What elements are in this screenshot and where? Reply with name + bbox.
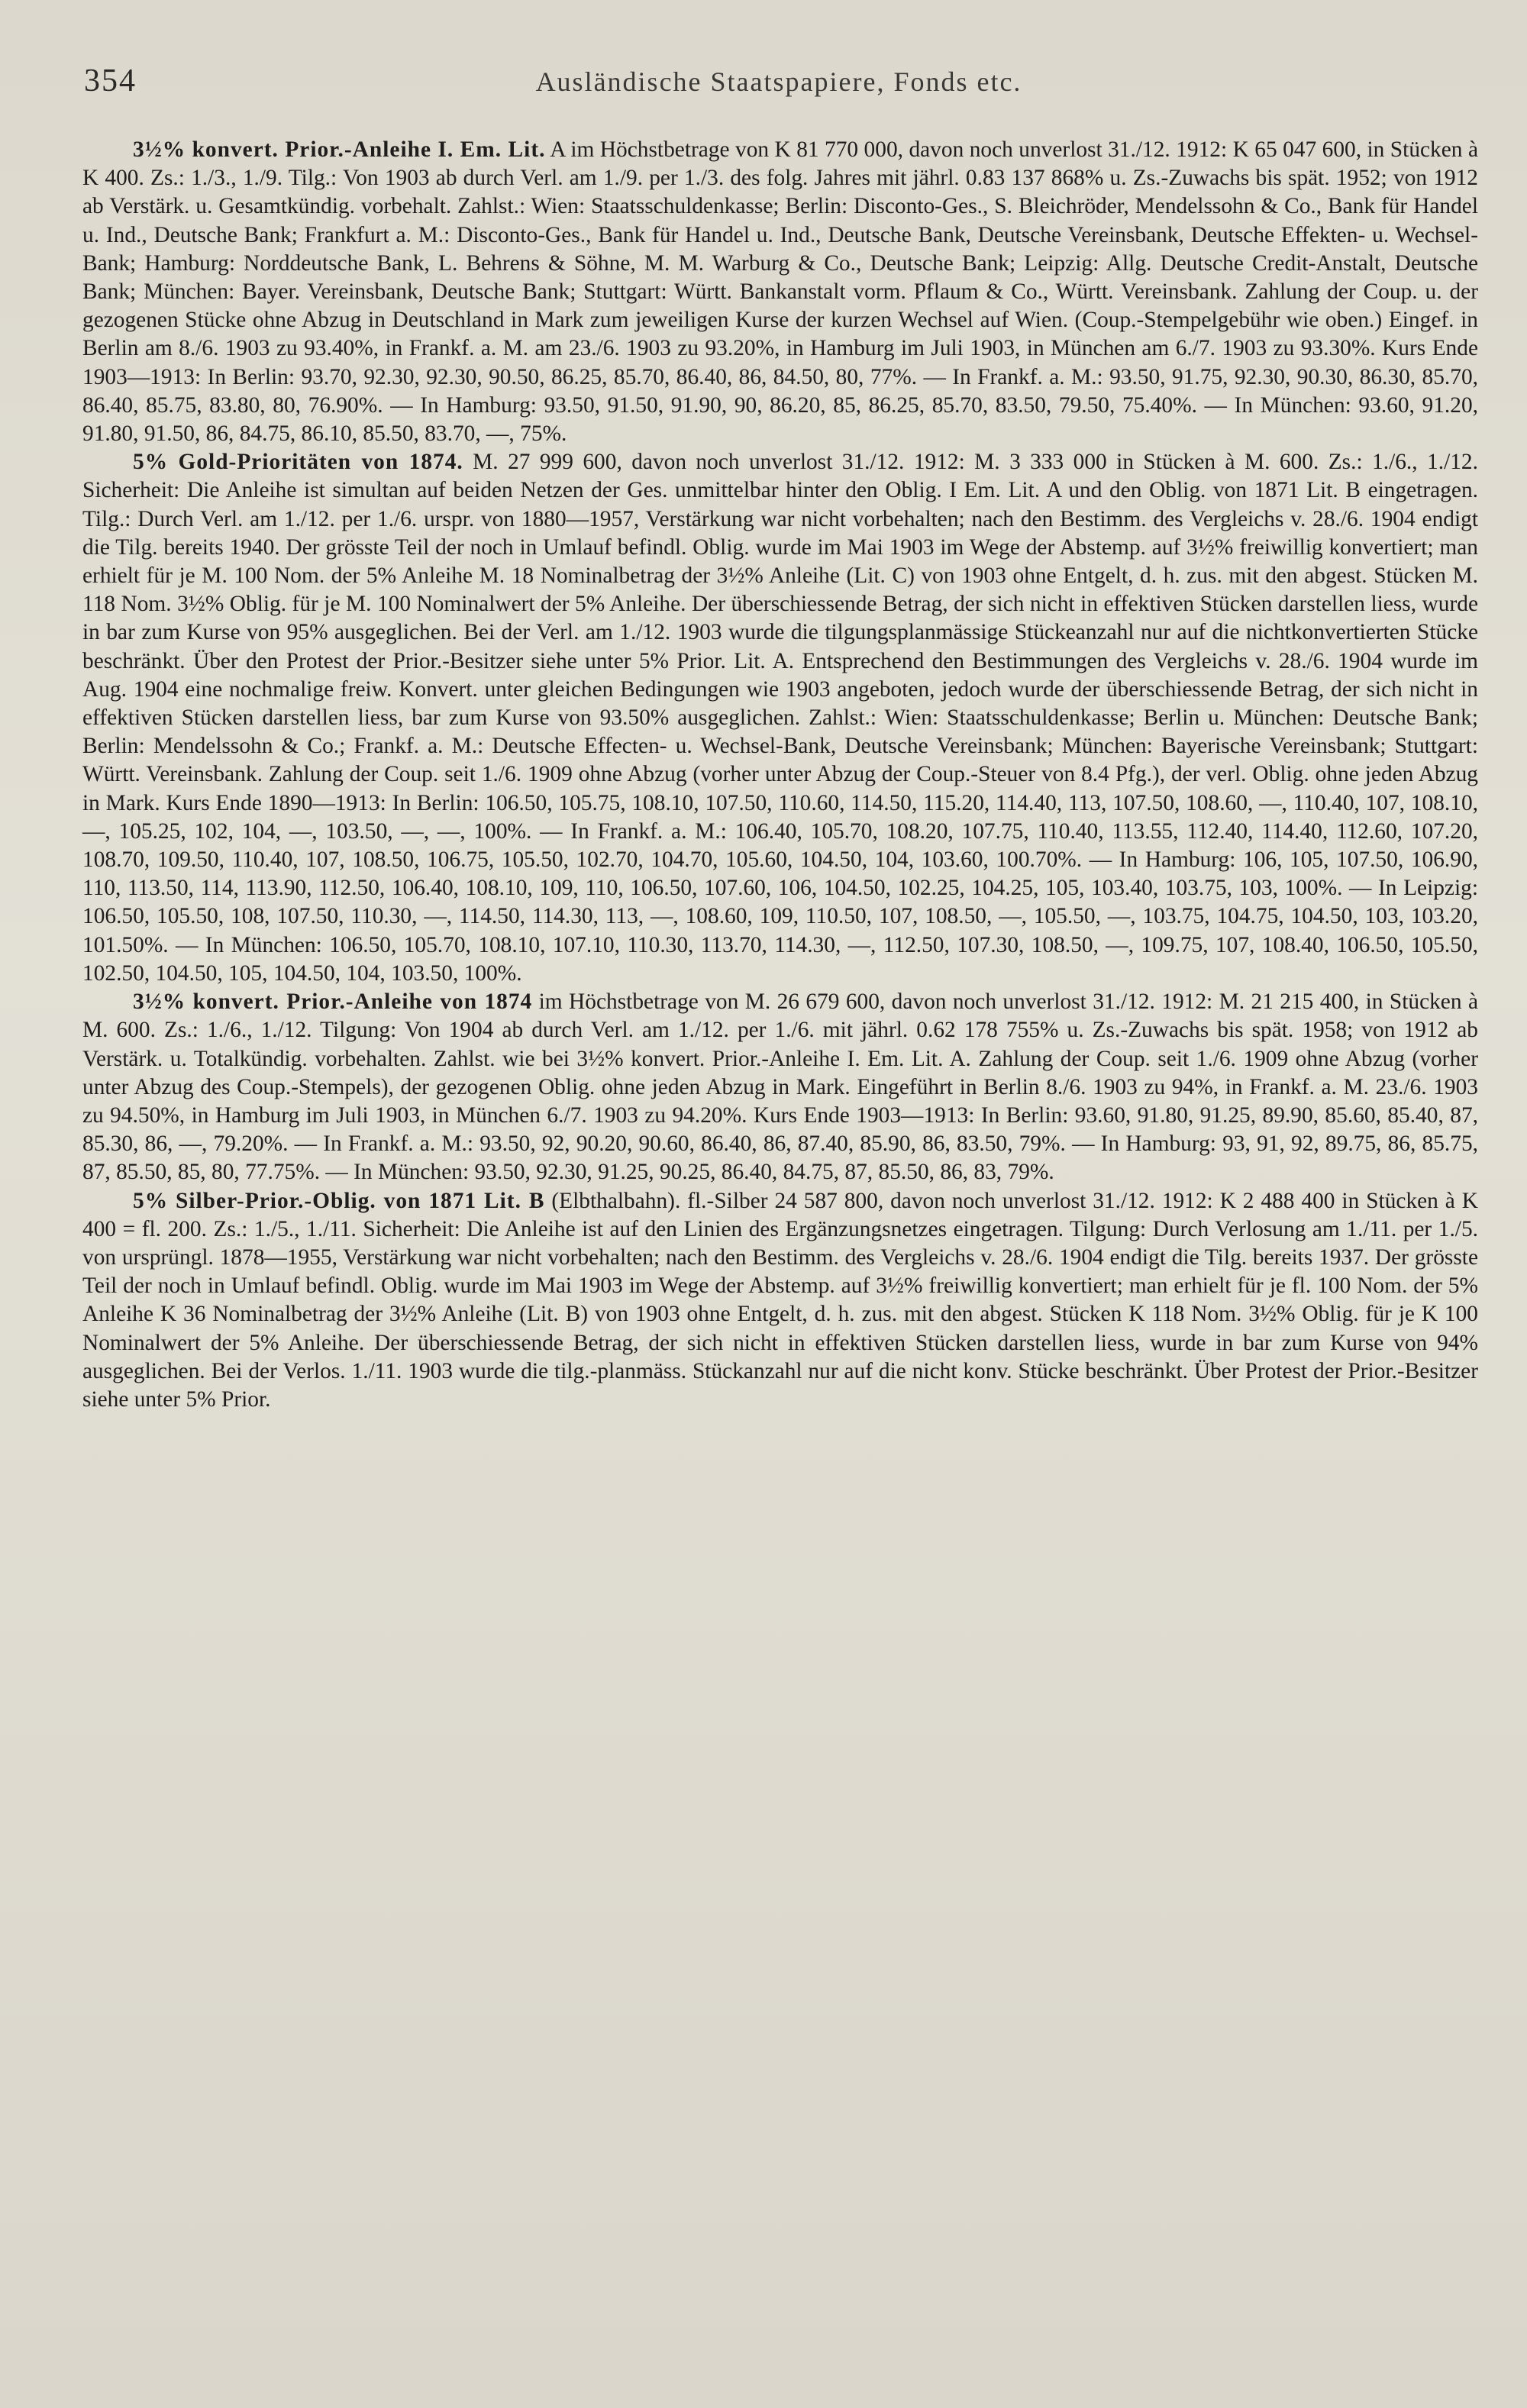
- entry-prior-anleihe-lit-a: [82, 136, 1478, 448]
- entry-heading: 3½% konvert. Prior.-Anleihe I. Em. Lit.: [133, 137, 546, 162]
- entry-heading: 5% Gold-Prioritäten von 1874.: [133, 450, 463, 475]
- running-head: [84, 63, 1474, 101]
- entry-paragraph: [82, 136, 1478, 448]
- entry-text: A im Höchstbetrage von K 81 770 000, davon noch unverlost 31./12. 1912: K 65 047 600, in Stücken à K 400. Zs.: 1./3., 1./9. Tilg.: Von 1903 ab durch Verl. am 1./9. per 1./3. des folg. Jahres mit jährl. 0.83 137 868% u. Zs.-Zuwachs bis spät. 1952; von 1912 ab Verstärk. u. Gesamtkündig. vorbehalt. Zahlst.: Wien: Staatsschuldenkasse; Berlin: Disconto-Ges., S. Bleichröder, Mendelssohn & Co., Bank für Handel u. Ind., Deutsche Bank; Frankfurt a. M.: Disconto-Ges., Bank für Handel u. Ind., Deutsche Bank, Deutsche Vereinsbank, Deutsche Effekten- u. Wechsel-Bank; Hamburg: Norddeutsche Bank, L. Behrens & Söhne, M. M. Warburg & Co., Deutsche Bank; Leipzig: Allg. Deutsche Credit-Anstalt, Deutsche Bank; München: Bayer. Vereinsbank, Deutsche Bank; Stuttgart: Württ. Bankanstalt vorm. Pflaum & Co., Württ. Vereinsbank. Zahlung der Coup. u. der gezogenen Stücke ohne Abzug in Deutschland in Mark zum jeweiligen Kurse der kurzen Wechsel auf Wien. (Coup.-Stempelgebühr wie oben.) Eingef. in Berlin am 8./6. 1903 zu 93.40%, in Frankf. a. M. am 23./6. 1903 zu 93.20%, in Hamburg im Juli 1903, in München am 6./7. 1903 zu 93.30%. Kurs Ende 1903—1913: In Berlin: 93.70, 92.30, 92.30, 90.50, 86.25, 85.70, 86.40, 86, 84.50, 80, 77%. — In Frankf. a. M.: 93.50, 91.75, 92.30, 90.30, 86.30, 85.70, 86.40, 85.75, 83.80, 80, 76.90%. — In Hamburg: 93.50, 91.50, 91.90, 90, 86.20, 85, 86.25, 85.70, 83.50, 79.50, 75.40%. — In München: 93.60, 91.20, 91.80, 91.50, 86, 84.75, 86.10, 85.50, 83.70, —, 75%.: [82, 137, 1478, 447]
- header-title: Ausländische Staatspapiere, Fonds etc.: [535, 66, 1022, 97]
- entry-heading: 5% Silber-Prior.-Oblig. von 1871 Lit. B: [133, 1188, 545, 1213]
- entry-paragraph: [82, 1187, 1478, 1415]
- entry-paragraph: [82, 988, 1478, 1186]
- entry-text: im Höchstbetrage von M. 26 679 600, davon noch unverlost 31./12. 1912: M. 21 215 400, in Stücken à M. 600. Zs.: 1./6., 1./12. Tilgung: Von 1904 ab durch Verl. am 1./12. per 1./6. mit jährl. 0.62 178 755% u. Zs.-Zuwachs bis spät. 1958; von 1912 ab Verstärk. u. Totalkündig. vorbehalten. Zahlst. wie bei 3½% konvert. Prior.-Anleihe I. Em. Lit. A. Zahlung der Coup. seit 1./6. 1909 ohne Abzug (vorher unter Abzug des Coup.-Stempels), der gezogenen Oblig. ohne jeden Abzug in Mark. Eingeführt in Berlin 8./6. 1903 zu 94%, in Frankf. a. M. 23./6. 1903 zu 94.50%, in Hamburg im Juli 1903, in München 6./7. 1903 zu 94.20%. Kurs Ende 1903—1913: In Berlin: 93.60, 91.80, 91.25, 89.90, 85.60, 85.40, 87, 85.30, 86, —, 79.20%. — In Frankf. a. M.: 93.50, 92, 90.20, 90.60, 86.40, 86, 87.40, 85.90, 86, 83.50, 79%. — In Hamburg: 93, 91, 92, 89.75, 86, 85.75, 87, 85.50, 85, 80, 77.75%. — In München: 93.50, 92.30, 91.25, 90.25, 86.40, 84.75, 87, 85.50, 86, 83, 79%.: [82, 989, 1478, 1185]
- entry-text: (Elbthalbahn). fl.-Silber 24 587 800, davon noch unverlost 31./12. 1912: K 2 488 400 in Stücken à K 400 = fl. 200. Zs.: 1./5., 1./11. Sicherheit: Die Anleihe ist auf den Linien des Ergänzungsnetzes eingetragen. Tilgung: Durch Verlosung am 1./11. per 1./5. von ursprüngl. 1878—1955, Verstärkung war nicht vorbehalten; nach den Bestimm. des Vergleichs v. 28./6. 1904 endigt die Tilg. bereits 1937. Der grösste Teil der noch in Umlauf befindl. Oblig. wurde im Mai 1903 im Wege der Abstemp. auf 3½% freiwillig konvertiert; man erhielt für je fl. 100 Nom. der 5% Anleihe K 36 Nominalbetrag der 3½% Anleihe (Lit. B) von 1903 ohne Entgelt, d. h. zus. mit den abgest. Stücken K 118 Nom. 3½% Oblig. für je K 100 Nominalwert der 5% Anleihe. Der überschiessende Betrag, der sich nicht in effektiven Stücken darstellen liess, wurde in bar zum Kurse von 94% ausgeglichen. Bei der Verlos. 1./11. 1903 wurde die tilg.-planmäss. Stückanzahl nur auf die nicht konv. Stücke beschränkt. Über Protest der Prior.-Besitzer siehe unter 5% Prior.: [82, 1188, 1478, 1412]
- entry-paragraph: [82, 448, 1478, 988]
- entry-heading: 3½% konvert. Prior.-Anleihe von 1874: [133, 989, 533, 1015]
- entry-silber-prior-oblig-1871: [82, 1187, 1478, 1415]
- entry-text: M. 27 999 600, davon noch unverlost 31./12. 1912: M. 3 333 000 in Stücken à M. 600. Zs.: 1./6., 1./12. Sicherheit: Die Anleihe ist simultan auf beiden Netzen der Ges. unmittelbar hinter den Oblig. I Em. Lit. A und den Oblig. von 1871 Lit. B eingetragen. Tilg.: Durch Verl. am 1./12. per 1./6. urspr. von 1880—1957, Verstärkung war nicht vorbehalten; nach den Bestimm. des Vergleichs v. 28./6. 1904 endigt die Tilg. bereits 1940. Der grösste Teil der noch in Umlauf befindl. Oblig. wurde im Mai 1903 im Wege der Abstemp. auf 3½% freiwillig konvertiert; man erhielt für je M. 100 Nom. der 5% Anleihe M. 18 Nominalbetrag der 3½% Anleihe (Lit. C) von 1903 ohne Entgelt, d. h. zus. mit den abgest. Stücken M. 118 Nom. 3½% Oblig. für je M. 100 Nominalwert der 5% Anleihe. Der überschiessende Betrag, der sich nicht in effektiven Stücken darstellen liess, wurde in bar zum Kurse von 95% ausgeglichen. Bei der Verl. am 1./12. 1903 wurde die tilgungsplanmässige Stückeanzahl nur auf die nichtkonvertierten Stücke beschränkt. Über den Protest der Prior.-Besitzer siehe unter 5% Prior. Lit. A. Entsprechend den Bestimmungen des Vergleichs v. 28./6. 1904 wurde im Aug. 1904 eine nochmalige freiw. Konvert. unter gleichen Bedingungen wie 1903 angeboten, jedoch wurde der überschiessende Betrag, der sich nicht in effektiven Stücken darstellen liess, bar zum Kurse von 93.50% ausgeglichen. Zahlst.: Wien: Staatsschuldenkasse; Berlin u. München: Deutsche Bank; Berlin: Mendelssohn & Co.; Frankf. a. M.: Deutsche Effecten- u. Wechsel-Bank, Deutsche Vereinsbank; München: Bayerische Vereinsbank; Stuttgart: Württ. Vereinsbank. Zahlung der Coup. seit 1./6. 1909 ohne Abzug (vorher unter Abzug der Coup.-Steuer von 8.4 Pfg.), der verl. Oblig. ohne jeden Abzug in Mark. Kurs Ende 1890—1913: In Berlin: 106.50, 105.75, 108.10, 107.50, 110.60, 114.50, 115.20, 114.40, 113, 107.50, 108.60, —, 110.40, 107, 108.10, —, 105.25, 102, 104, —, 103.50, —, —, 100%. — In Frankf. a. M.: 106.40, 105.70, 108.20, 107.75, 110.40, 113.55, 112.40, 114.40, 112.60, 107.20, 108.70, 109.50, 110.40, 107, 108.50, 106.75, 105.50, 102.70, 104.70, 105.60, 104.50, 104, 103.60, 100.70%. — In Hamburg: 106, 105, 107.50, 106.90, 110, 113.50, 114, 113.90, 112.50, 106.40, 108.10, 109, 110, 106.50, 107.60, 106, 104.50, 102.25, 104.25, 105, 103.40, 103.75, 103, 100%. — In Leipzig: 106.50, 105.50, 108, 107.50, 110.30, —, 114.50, 114.30, 113, —, 108.60, 109, 110.50, 107, 108.50, —, 105.50, —, 103.75, 104.75, 104.50, 103, 103.20, 101.50%. — In München: 106.50, 105.70, 108.10, 107.10, 110.30, 113.70, 114.30, —, 112.50, 107.30, 108.50, —, 109.75, 107, 108.40, 106.50, 105.50, 102.50, 104.50, 105, 104.50, 104, 103.50, 100%.: [82, 450, 1478, 986]
- entry-gold-prioritaeten-1874: [82, 448, 1478, 988]
- page-number: 354: [84, 63, 137, 98]
- entry-prior-anleihe-1874: [82, 988, 1478, 1186]
- page-body: [82, 136, 1478, 1414]
